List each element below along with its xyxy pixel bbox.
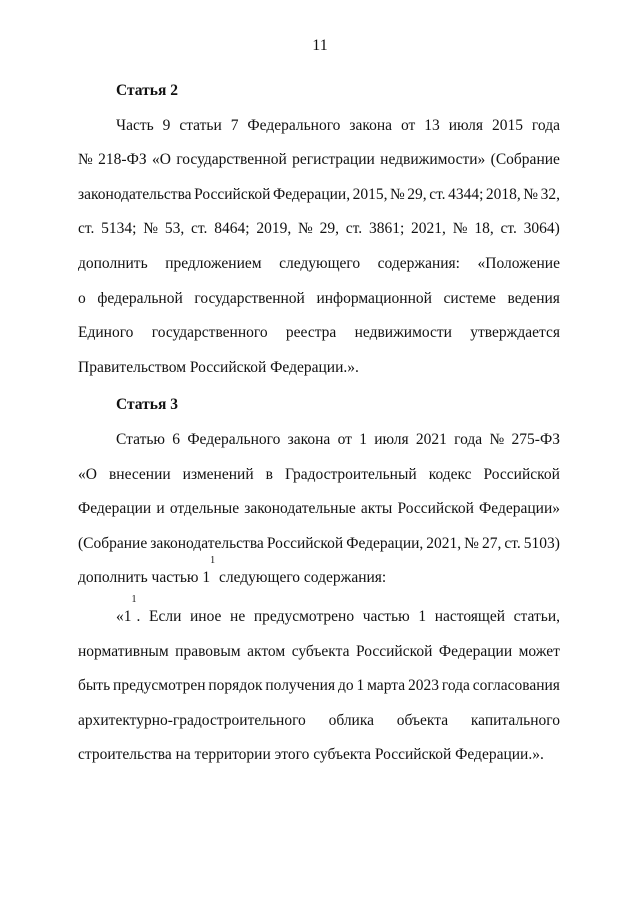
text-line	[78, 635, 560, 670]
word: Федерации	[78, 500, 152, 518]
word: №	[452, 220, 468, 238]
word: Федерации»	[479, 500, 560, 518]
word: дополнить	[78, 254, 148, 272]
word: о	[78, 289, 86, 307]
word: государственного	[151, 324, 268, 342]
word: Федерального	[187, 430, 281, 448]
word: 2021	[415, 430, 447, 448]
word: года	[454, 430, 483, 448]
word: от	[337, 430, 352, 448]
word: 275-ФЗ	[511, 430, 560, 448]
word: 5134;	[101, 220, 137, 238]
text-line	[78, 178, 560, 213]
word: законодательные	[244, 500, 356, 518]
word: №	[489, 430, 505, 448]
word: 3064)	[523, 220, 560, 238]
word: №	[78, 151, 93, 169]
word: быть	[78, 677, 111, 695]
superscript: 1	[210, 555, 216, 567]
word: системе	[443, 289, 496, 307]
word: 8464;	[214, 220, 250, 238]
word: статьи	[179, 116, 222, 134]
line-text: . Если иное не предусмотрено частью 1 настоящей статьи,	[136, 607, 560, 625]
word: Российской	[397, 500, 474, 518]
text-line	[78, 593, 560, 635]
text-line: Правительством Российской Федерации.».	[78, 358, 359, 376]
line-text: дополнить частью 1	[78, 569, 211, 587]
word: Российской	[266, 534, 344, 552]
word: закона	[287, 430, 331, 448]
word: 18,	[474, 220, 494, 238]
word: №	[464, 534, 479, 552]
word: 2021,	[426, 534, 462, 552]
word: Российской	[483, 465, 560, 483]
word: (Собрание	[78, 534, 148, 552]
word: предложением	[165, 254, 262, 272]
word: 3861;	[368, 220, 405, 238]
word: июля	[374, 430, 409, 448]
word: в	[265, 465, 273, 483]
line-text: следующего содержания:	[215, 569, 387, 587]
word: правовым	[175, 642, 241, 660]
word: законодательства	[150, 534, 264, 552]
text-line	[78, 109, 560, 144]
word: закона	[349, 116, 393, 134]
word: 2015,	[352, 185, 388, 203]
word: №	[298, 220, 313, 238]
text-line	[78, 143, 560, 178]
word: Федерации,	[346, 534, 424, 552]
word: 2015	[491, 116, 523, 134]
word: 27,	[481, 534, 502, 552]
quoted-part-text	[78, 593, 560, 773]
word: Федерации,	[273, 185, 351, 203]
word: ст.	[429, 185, 446, 203]
word: Российской	[194, 185, 271, 203]
word: порядок	[208, 677, 263, 695]
article-3-text	[78, 423, 560, 596]
word: актом	[247, 642, 286, 660]
text-line	[78, 527, 560, 562]
word: законодательства	[78, 185, 192, 203]
word: Единого	[78, 324, 134, 342]
word: Статью	[116, 430, 165, 448]
word: №	[389, 185, 405, 203]
text-line	[78, 282, 560, 317]
word: 9	[162, 116, 171, 134]
word: 53,	[164, 220, 185, 238]
word: внесении	[108, 465, 171, 483]
word: содержания:	[377, 254, 460, 272]
word: изменений	[182, 465, 254, 483]
word: реестра	[285, 324, 337, 342]
word: от	[400, 116, 416, 134]
word: 13	[424, 116, 440, 134]
text-line	[78, 492, 560, 527]
text-line	[78, 316, 560, 351]
word: следующего	[279, 254, 361, 272]
article-2-text	[78, 109, 560, 386]
word: утверждается	[470, 324, 560, 342]
word: «О	[151, 151, 171, 169]
word: кодекс	[428, 465, 472, 483]
word: марта	[367, 677, 406, 695]
word: 4344;	[448, 185, 484, 203]
word: отдельные	[169, 500, 240, 518]
word: предусмотрен	[113, 677, 206, 695]
word: ст.	[191, 220, 208, 238]
superscript: 1	[131, 593, 137, 605]
word: 2023	[407, 677, 439, 695]
word: акты	[360, 500, 393, 518]
word: №	[143, 220, 159, 238]
word: «О	[78, 465, 97, 483]
word: до	[337, 677, 354, 695]
word: и	[156, 500, 165, 518]
text-line	[78, 212, 560, 247]
word: получения	[265, 677, 336, 695]
word: (Собрание	[490, 151, 560, 169]
word: капитального	[470, 711, 560, 729]
word: 2018,	[485, 185, 521, 203]
text-line: строительства на территории этого субъекта Российской Федерации.».	[78, 746, 544, 764]
word: ст.	[504, 534, 521, 552]
word: информационной	[316, 289, 432, 307]
word: недвижимости»	[380, 151, 486, 169]
word: 218-ФЗ	[98, 151, 147, 169]
word: ст.	[345, 220, 363, 238]
document-body	[78, 74, 560, 773]
word: Федерального	[247, 116, 341, 134]
text-line	[78, 247, 560, 282]
word: 7	[230, 116, 239, 134]
word: согласования	[472, 677, 560, 695]
word: года	[531, 116, 560, 134]
word: федеральной	[97, 289, 183, 307]
word: регистрации	[292, 151, 375, 169]
word: может	[518, 642, 560, 660]
word: июля	[448, 116, 484, 134]
word: субъекта	[291, 642, 350, 660]
word: Градостроительный	[284, 465, 417, 483]
word: Российской	[356, 642, 433, 660]
word: Часть	[116, 116, 154, 134]
word: 2019,	[256, 220, 292, 238]
word: 32,	[540, 185, 560, 203]
word: 1	[359, 430, 367, 448]
word: 29,	[319, 220, 339, 238]
word: №	[523, 185, 539, 203]
word: 1	[356, 677, 365, 695]
word: «Положение	[477, 254, 560, 272]
word: 2021,	[411, 220, 446, 238]
word: 6	[172, 430, 181, 448]
word: ст.	[78, 220, 95, 238]
word: нормативным	[78, 642, 169, 660]
word: недвижимости	[354, 324, 452, 342]
article-2-heading: Статья 2	[116, 82, 178, 99]
word: Федерации	[438, 642, 513, 660]
word: объекта	[396, 711, 449, 729]
text-line	[78, 669, 560, 704]
text-line	[78, 704, 560, 739]
word: 29,	[407, 185, 427, 203]
text-line	[78, 458, 560, 493]
word: 5103)	[523, 534, 560, 552]
article-3-heading: Статья 3	[116, 396, 178, 414]
line-text: «1	[116, 607, 132, 625]
page-number: 11	[312, 37, 328, 54]
word: архитектурно-градостроительного	[78, 711, 306, 729]
word: государственной	[176, 151, 287, 169]
word: ведения	[507, 289, 560, 307]
text-line	[78, 555, 560, 596]
word: года	[441, 677, 470, 695]
word: ст.	[500, 220, 517, 238]
text-line	[78, 423, 560, 458]
word: облика	[328, 711, 375, 729]
word: государственной	[194, 289, 305, 307]
